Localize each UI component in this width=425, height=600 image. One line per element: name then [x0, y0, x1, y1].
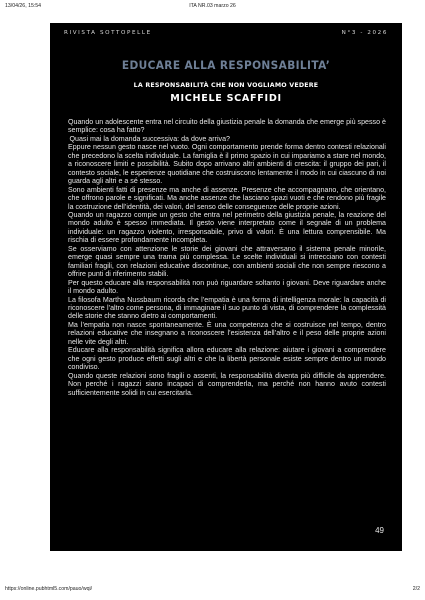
paragraph: La filosofa Martha Nussbaum ricorda che l’empatia è una forma di intelligenza morale: la capacità di riconoscere l’altro come persona, di immaginare il suo punto di vista, di comprendere la complessità delle storie che stanno dietro ai comportamenti. [68, 295, 386, 321]
source-url[interactable]: https://online.pubhtml5.com/pauo/wqi/ [5, 586, 93, 592]
paragraph: Educare alla responsabilità significa allora educare alla relazione: aiutare i giovani a comprendere che ogni gesto produce effetti sugli altri e che la libertà personale esiste sempre dentro un mondo condiviso. [68, 346, 386, 372]
article-author: MICHELE SCAFFIDI [170, 93, 282, 104]
print-page-count: 2/2 [412, 586, 420, 592]
print-header [5, 3, 420, 15]
paragraph: Quando un ragazzo compie un gesto che entra nel perimetro della giustizia penale, la reazione del mondo adulto è spesso immediata. Il gesto viene interpretato come il segnale di un problema individuale: un ragazzo violento, irresponsabile, privo di valori. È una lettura comprensibile. Ma rischia di essere profondamente incompleta. [68, 210, 386, 245]
paragraph: Sono ambienti fatti di presenze ma anche di assenze. Presenze che accompagnano, che orientano, che offrono parole e significati. Ma anche assenze che lasciano spazi vuoti e che rendono più fragile la costruzione dell’identità, dei valori, del senso delle conseguenze delle proprie azioni. [68, 185, 386, 211]
magazine-page [50, 23, 402, 551]
paragraph: Quando un adolescente entra nel circuito della giustizia penale la domanda che emerge più spesso è semplice: cosa ha fatto? [68, 118, 386, 135]
print-footer [5, 586, 420, 596]
print-document-title: ITA NR.03 marzo 26 [189, 3, 236, 9]
paragraph: Se osserviamo con attenzione le storie dei giovani che attraversano il sistema penale minorile, emerge quasi sempre una trama più complessa. Le scelte individuali si intrecciano con contesti familiari fragili, con relazioni educative discontinue, con ambienti sociali che non sempre riescono a offrire punti di riferimento stabili. [68, 244, 386, 279]
paragraph: Ma l’empatia non nasce spontaneamente. È una competenza che si costruisce nel tempo, dentro relazioni educative che insegnano a riconoscere l’esistenza dell’altro e il peso delle proprie azioni nelle vite degli altri. [68, 320, 386, 346]
article-body [68, 118, 386, 397]
paragraph: Eppure nessun gesto nasce nel vuoto. Ogni comportamento prende forma dentro contesti relazionali che precedono la scelta individuale. La famiglia è il primo spazio in cui impariamo a stare nel mondo, a riconoscere limiti e possibilità. Subito dopo arrivano altri ambienti di crescita: il gruppo dei pari, il contesto sociale, le esperienze quotidiane che costruiscono lentamente il modo in cui ciascuno di noi guarda agli altri e a sé stesso. [68, 143, 386, 186]
paragraph: Quando queste relazioni sono fragili o assenti, la responsabilità diventa più difficile da apprendere. Non perché i ragazzi siano incapaci di comprenderla, ma perché non hanno avuto contesti sufficientemente solidi in cui esercitarla. [68, 371, 386, 397]
page-number: 49 [375, 526, 384, 535]
article-subtitle: LA RESPONSABILITÀ CHE NON VOGLIAMO VEDERE [133, 82, 319, 89]
article-title: EDUCARE ALLA RESPONSABILITA’ [121, 58, 331, 72]
masthead [64, 30, 388, 40]
paragraph: Per questo educare alla responsabilità non può riguardare soltanto i giovani. Deve riguardare anche il mondo adulto. [68, 278, 386, 296]
issue-number: N°3 - 2026 [341, 30, 388, 36]
paragraph: Quasi mai la domanda successiva: da dove arriva? [69, 134, 230, 143]
print-datetime: 13/04/26, 15:54 [5, 3, 42, 9]
magazine-name: RIVISTA SOTTOPELLE [64, 30, 152, 36]
